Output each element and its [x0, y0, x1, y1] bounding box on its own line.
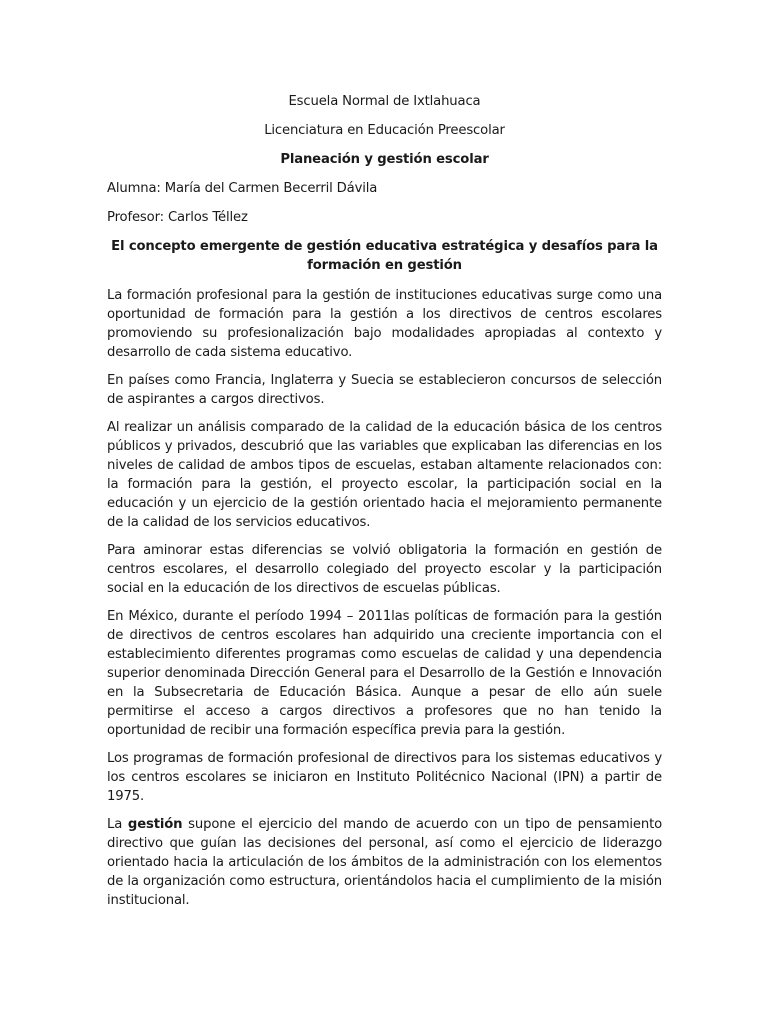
document-title-line-1: El concepto emergente de gestión educativa estratégica y desafíos para la	[111, 239, 658, 254]
document-title-line-2: formación en gestión	[307, 258, 462, 273]
course-name: Planeación y gestión escolar	[280, 152, 489, 167]
document-title	[107, 237, 662, 275]
student-name: Alumna: María del Carmen Becerril Dávila	[107, 181, 378, 196]
paragraph-7-rest: supone el ejercicio del mando de acuerdo con un tipo de pensamiento directivo que guían las decisiones del personal, así como el ejercicio de liderazgo orientado hacia la articulación de los ámbitos de la administración con los elementos de la organización como estructura, orientándolos hacia el cumplimiento de la misión institucional.	[107, 817, 663, 908]
paragraph-4: Para aminorar estas diferencias se volvió obligatoria la formación en gestión de centros escolares, el desarrollo colegiado del proyecto escolar y la participación social en la educación de los directivos de escuelas públicas.	[107, 543, 662, 596]
degree-name: Licenciatura en Educación Preescolar	[264, 123, 505, 138]
paragraph-3: Al realizar un análisis comparado de la calidad de la educación básica de los centros públicos y privados, descubrió que las variables que explicaban las diferencias en los niveles de calidad de ambos tipos de escuelas, estaban altamente relacionados con: la formación para la gestión, el proyecto escolar, la participación social en la educación y un ejercicio de la gestión orientado hacia el mejoramiento permanente de la calidad de los servicios educativos.	[107, 420, 662, 530]
paragraph-5: En México, durante el período 1994 – 2011las políticas de formación para la gestión de directivos de centros escolares han adquirido una creciente importancia con el establecimiento diferentes programas como escuelas de calidad y una dependencia superior denominada Dirección General para el Desarrollo de la Gestión e Innovación en la Subsecretaria de Educación Básica. Aunque a pesar de ello aún suele permitirse el acceso a cargos directivos a profesores que no han tenido la oportunidad de recibir una formación específica previa para la gestión.	[107, 609, 662, 738]
paragraph-1: La formación profesional para la gestión de instituciones educativas surge como una oportunidad de formación para la gestión a los directivos de centros escolares promoviendo su profesionalización bajo modalidades apropiadas al contexto y desarrollo de cada sistema educativo.	[107, 288, 662, 360]
paragraph-2: En países como Francia, Inglaterra y Suecia se establecieron concursos de selección de aspirantes a cargos directivos.	[107, 373, 662, 407]
paragraph-7	[107, 815, 662, 910]
paragraph-6: Los programas de formación profesional de directivos para los sistemas educativos y los centros escolares se iniciaron en Instituto Politécnico Nacional (IPN) a partir de 1975.	[107, 751, 662, 804]
paragraph-7-lead: La	[107, 817, 123, 832]
gestion-term: gestión	[127, 817, 183, 832]
teacher-name: Profesor: Carlos Téllez	[107, 210, 248, 225]
school-name: Escuela Normal de Ixtlahuaca	[288, 94, 481, 109]
